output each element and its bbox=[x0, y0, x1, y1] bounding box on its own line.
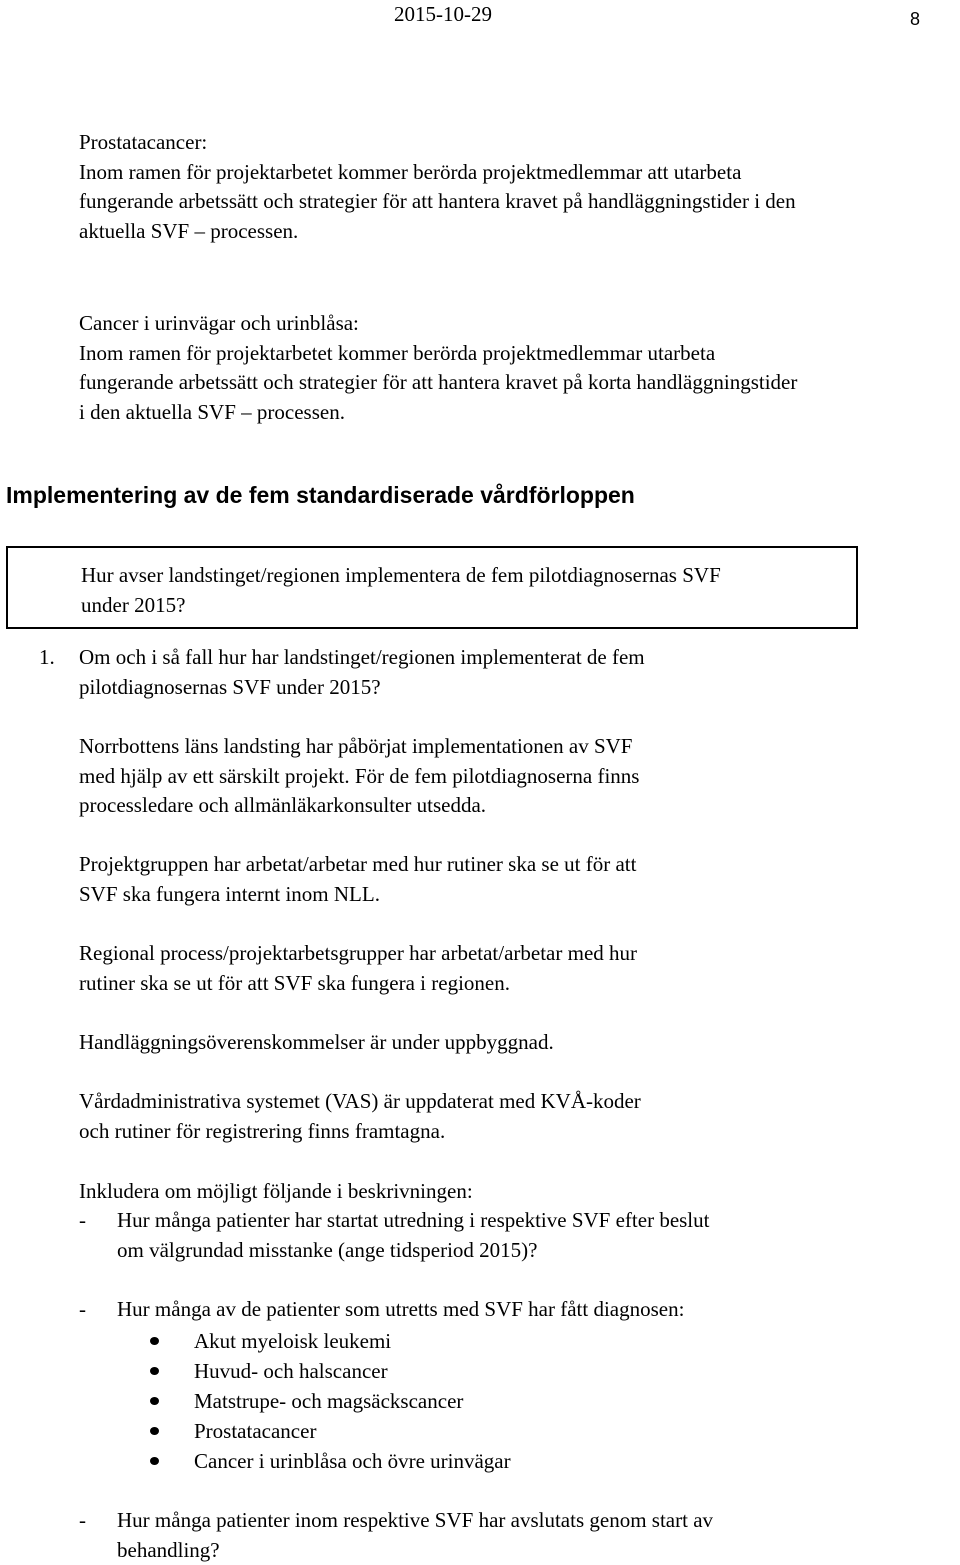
item-number: 1. bbox=[39, 643, 55, 673]
list-item-text: Cancer i urinblåsa och övre urinvägar bbox=[194, 1447, 511, 1477]
list-item bbox=[79, 1447, 779, 1477]
text-line: rutiner ska se ut för att SVF ska fungera i regionen. bbox=[79, 969, 939, 999]
text-line: behandling? bbox=[117, 1536, 939, 1565]
section-title: Cancer i urinvägar och urinblåsa: bbox=[79, 309, 939, 339]
bullet-icon bbox=[150, 1457, 159, 1465]
answer-paragraph bbox=[79, 850, 939, 909]
text-line: Handläggningsöverenskommelser är under uppbyggnad. bbox=[79, 1028, 939, 1058]
text-line: Hur många av de patienter som utretts med SVF har fått diagnosen: bbox=[117, 1295, 939, 1325]
page-number: 8 bbox=[910, 8, 920, 30]
list-item bbox=[79, 1357, 779, 1387]
dash-item bbox=[79, 1506, 939, 1565]
text-line: Hur många patienter inom respektive SVF har avslutats genom start av bbox=[117, 1506, 939, 1536]
list-item-text: Matstrupe- och magsäckscancer bbox=[194, 1387, 463, 1417]
text-line: Vårdadministrativa systemet (VAS) är uppdaterat med KVÅ-koder bbox=[79, 1087, 939, 1117]
question-box bbox=[6, 546, 858, 629]
list-item-text: Prostatacancer bbox=[194, 1417, 316, 1447]
text-line: med hjälp av ett särskilt projekt. För de fem pilotdiagnoserna finns bbox=[79, 762, 939, 792]
diagnosis-list bbox=[79, 1327, 779, 1477]
question-line: under 2015? bbox=[81, 591, 856, 621]
section-heading: Implementering av de fem standardiserade vårdförloppen bbox=[6, 480, 635, 510]
list-item-text: Huvud- och halscancer bbox=[194, 1357, 388, 1387]
list-item bbox=[79, 1387, 779, 1417]
section-title: Prostatacancer: bbox=[79, 128, 939, 158]
bullet-icon bbox=[150, 1427, 159, 1435]
prostatacancer-section bbox=[79, 128, 939, 246]
text-line: SVF ska fungera internt inom NLL. bbox=[79, 880, 939, 910]
text-line: Norrbottens läns landsting har påbörjat implementationen av SVF bbox=[79, 732, 939, 762]
include-intro bbox=[79, 1177, 939, 1207]
dash-item bbox=[79, 1295, 939, 1325]
question-line: Hur avser landstinget/regionen implementera de fem pilotdiagnosernas SVF bbox=[81, 561, 856, 591]
text-line: Inom ramen för projektarbetet kommer berörda projektmedlemmar utarbeta bbox=[79, 339, 939, 369]
list-item bbox=[79, 1417, 779, 1447]
text-line: Regional process/projektarbetsgrupper har arbetat/arbetar med hur bbox=[79, 939, 939, 969]
text-line: i den aktuella SVF – processen. bbox=[79, 398, 939, 428]
header-date: 2015-10-29 bbox=[394, 2, 492, 26]
text-line: processledare och allmänläkarkonsulter utsedda. bbox=[79, 791, 939, 821]
dash-item bbox=[79, 1206, 939, 1265]
bullet-icon bbox=[150, 1337, 159, 1345]
numbered-item bbox=[39, 643, 919, 702]
text-line: Inkludera om möjligt följande i beskrivningen: bbox=[79, 1177, 939, 1207]
list-item-text: Akut myeloisk leukemi bbox=[194, 1327, 391, 1357]
item-line: pilotdiagnosernas SVF under 2015? bbox=[79, 673, 919, 703]
answer-paragraph bbox=[79, 1028, 939, 1058]
dash-marker: - bbox=[79, 1295, 86, 1325]
answer-paragraph bbox=[79, 939, 939, 998]
text-line: Hur många patienter har startat utredning i respektive SVF efter beslut bbox=[117, 1206, 939, 1236]
list-item bbox=[79, 1327, 779, 1357]
dash-marker: - bbox=[79, 1506, 86, 1536]
text-line: och rutiner för registrering finns framtagna. bbox=[79, 1117, 939, 1147]
answer-paragraph bbox=[79, 732, 939, 821]
answer-paragraph bbox=[79, 1087, 939, 1146]
text-line: fungerande arbetssätt och strategier för att hantera kravet på korta handläggningstider bbox=[79, 368, 939, 398]
bullet-icon bbox=[150, 1397, 159, 1405]
bullet-icon bbox=[150, 1367, 159, 1375]
text-line: Inom ramen för projektarbetet kommer berörda projektmedlemmar att utarbeta bbox=[79, 158, 939, 188]
item-line: Om och i så fall hur har landstinget/regionen implementerat de fem bbox=[79, 643, 919, 673]
text-line: fungerande arbetssätt och strategier för att hantera kravet på handläggningstider i den bbox=[79, 187, 939, 217]
dash-marker: - bbox=[79, 1206, 86, 1236]
urinvagar-section bbox=[79, 309, 939, 427]
text-line: aktuella SVF – processen. bbox=[79, 217, 939, 247]
text-line: om välgrundad misstanke (ange tidsperiod 2015)? bbox=[117, 1236, 939, 1266]
text-line: Projektgruppen har arbetat/arbetar med hur rutiner ska se ut för att bbox=[79, 850, 939, 880]
